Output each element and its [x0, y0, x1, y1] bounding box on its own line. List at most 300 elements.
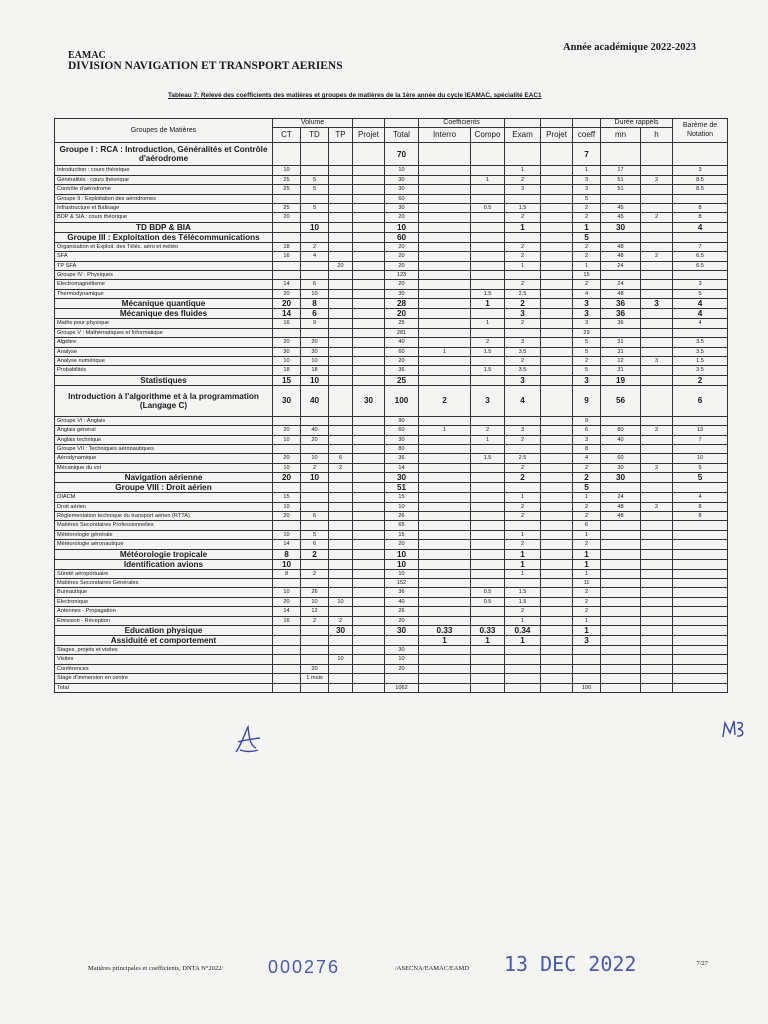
subject-name-cell: Mécanique du vol: [55, 463, 273, 472]
value-cell: 2: [573, 242, 601, 251]
value-cell: 3.5: [673, 338, 728, 347]
value-cell: 2: [641, 175, 673, 184]
value-cell: 30: [385, 175, 419, 184]
subheader-cell: mn: [601, 128, 641, 143]
value-cell: [471, 511, 505, 520]
value-cell: [541, 289, 573, 298]
subject-name-cell: Groupe II : Exploitation des aérodromes: [55, 194, 273, 203]
value-cell: 3: [573, 319, 601, 328]
subject-name-cell: Navigation aérienne: [55, 473, 273, 483]
value-cell: [353, 559, 385, 569]
value-cell: [641, 271, 673, 280]
value-cell: 51: [385, 483, 419, 493]
value-cell: 8: [301, 299, 329, 309]
value-cell: [641, 185, 673, 194]
value-cell: [673, 655, 728, 664]
value-cell: 2: [419, 385, 471, 416]
value-cell: [353, 366, 385, 375]
value-cell: 3: [505, 185, 541, 194]
value-cell: 2: [505, 511, 541, 520]
value-cell: [353, 579, 385, 588]
subject-name-cell: Droit aérien: [55, 502, 273, 511]
value-cell: 1.5: [471, 289, 505, 298]
value-cell: 10: [385, 222, 419, 232]
subject-name-cell: Stage d'immersion en centre: [55, 674, 273, 683]
value-cell: 10: [273, 435, 301, 444]
value-cell: 3: [573, 175, 601, 184]
value-cell: 25: [273, 204, 301, 213]
value-cell: 31: [601, 366, 641, 375]
value-cell: 20: [273, 213, 301, 222]
value-cell: [601, 143, 641, 166]
value-cell: 1: [573, 569, 601, 578]
value-cell: 20: [273, 511, 301, 520]
value-cell: 48: [601, 242, 641, 251]
value-cell: [419, 674, 471, 683]
value-cell: 4: [673, 319, 728, 328]
value-cell: [419, 366, 471, 375]
subject-name-cell: Probabilités: [55, 366, 273, 375]
value-cell: 3.5: [505, 347, 541, 356]
value-cell: 15: [573, 271, 601, 280]
value-cell: 26: [385, 511, 419, 520]
value-cell: [505, 521, 541, 530]
footer-reference-left: Matières principales et coefficients, DNTA N°2022/: [88, 965, 224, 972]
value-cell: [301, 626, 329, 636]
value-cell: [541, 375, 573, 385]
value-cell: 1.5: [673, 356, 728, 365]
value-cell: [273, 579, 301, 588]
value-cell: [273, 674, 301, 683]
value-cell: 1.5: [505, 204, 541, 213]
subject-name-cell: Introduction à l'algorithme et à la programmation (Langage C): [55, 385, 273, 416]
value-cell: [353, 493, 385, 502]
value-cell: 2: [505, 435, 541, 444]
value-cell: [505, 655, 541, 664]
subject-name-cell: Groupe V : Mathématiques et Informatique: [55, 328, 273, 337]
value-cell: [541, 579, 573, 588]
value-cell: [641, 242, 673, 251]
value-cell: 3: [641, 299, 673, 309]
table-row: [55, 143, 728, 166]
subheader-cell: TD: [301, 128, 329, 143]
value-cell: 14: [385, 463, 419, 472]
value-cell: 1: [505, 569, 541, 578]
value-cell: [541, 261, 573, 270]
subheader-cell: CT: [273, 128, 301, 143]
value-cell: 10: [301, 356, 329, 365]
subheader-cell: Total: [385, 128, 419, 143]
value-cell: [541, 626, 573, 636]
value-cell: [641, 473, 673, 483]
value-cell: [353, 597, 385, 606]
value-cell: 2: [641, 463, 673, 472]
value-cell: 7: [573, 143, 601, 166]
value-cell: [301, 579, 329, 588]
value-cell: [641, 511, 673, 520]
table-row: [55, 426, 728, 435]
value-cell: 1: [471, 319, 505, 328]
value-cell: [329, 309, 353, 319]
value-cell: [273, 194, 301, 203]
value-cell: 5: [301, 204, 329, 213]
value-cell: [273, 143, 301, 166]
value-cell: [419, 483, 471, 493]
value-cell: 30: [385, 185, 419, 194]
value-cell: 1: [419, 636, 471, 646]
value-cell: [471, 502, 505, 511]
footer-reference-right: /ASECNA/EAMAC/EAMD: [395, 965, 470, 972]
value-cell: 2: [301, 242, 329, 251]
table-row: [55, 483, 728, 493]
value-cell: 40: [385, 597, 419, 606]
value-cell: [329, 530, 353, 539]
value-cell: [353, 252, 385, 261]
value-cell: 1: [505, 549, 541, 559]
value-cell: [353, 271, 385, 280]
subject-name-cell: Statistiques: [55, 375, 273, 385]
table-row: [55, 385, 728, 416]
value-cell: 5: [673, 289, 728, 298]
value-cell: 10: [273, 463, 301, 472]
value-cell: [541, 204, 573, 213]
subject-name-cell: Météorologie aéronautique: [55, 540, 273, 549]
value-cell: 10: [301, 289, 329, 298]
value-cell: [329, 366, 353, 375]
value-cell: [471, 683, 505, 692]
value-cell: [505, 416, 541, 425]
value-cell: [641, 347, 673, 356]
value-cell: [419, 435, 471, 444]
value-cell: [471, 143, 505, 166]
value-cell: 30: [385, 289, 419, 298]
value-cell: 7: [673, 242, 728, 251]
value-cell: [541, 521, 573, 530]
value-cell: 40: [385, 338, 419, 347]
table-row: [55, 646, 728, 655]
value-cell: [541, 664, 573, 673]
value-cell: 51: [601, 185, 641, 194]
table-row: [55, 366, 728, 375]
subject-name-cell: Maths pour physique: [55, 319, 273, 328]
table-row: [55, 473, 728, 483]
subject-name-cell: Organisation et Exploit. des Téléc. aéro et météo: [55, 242, 273, 251]
subject-name-cell: Groupe I : RCA : Introduction, Généralités et Contrôle d'aérodrome: [55, 143, 273, 166]
value-cell: [419, 356, 471, 365]
value-cell: 1: [505, 530, 541, 539]
value-cell: [353, 375, 385, 385]
value-cell: 30: [385, 626, 419, 636]
value-cell: 20: [273, 473, 301, 483]
table-row: [55, 435, 728, 444]
value-cell: 18: [301, 366, 329, 375]
value-cell: 60: [385, 232, 419, 242]
value-cell: [329, 242, 353, 251]
value-cell: 16: [273, 319, 301, 328]
value-cell: 3: [641, 356, 673, 365]
value-cell: 7: [673, 435, 728, 444]
value-cell: [353, 683, 385, 692]
value-cell: [419, 319, 471, 328]
subject-name-cell: Météorologie générale: [55, 530, 273, 539]
table-row: [55, 375, 728, 385]
table-row: [55, 222, 728, 232]
value-cell: 1: [471, 636, 505, 646]
value-cell: 30: [385, 204, 419, 213]
value-cell: 18: [273, 366, 301, 375]
value-cell: [273, 655, 301, 664]
value-cell: 5: [573, 194, 601, 203]
value-cell: [541, 309, 573, 319]
value-cell: 20: [385, 261, 419, 270]
value-cell: [673, 549, 728, 559]
value-cell: [505, 674, 541, 683]
value-cell: [541, 194, 573, 203]
value-cell: [353, 213, 385, 222]
value-cell: [353, 143, 385, 166]
value-cell: 10: [301, 454, 329, 463]
value-cell: [641, 579, 673, 588]
value-cell: 3: [505, 426, 541, 435]
value-cell: [273, 683, 301, 692]
value-cell: [601, 616, 641, 625]
value-cell: 10: [273, 530, 301, 539]
value-cell: [419, 463, 471, 472]
value-cell: 10: [385, 549, 419, 559]
value-cell: [673, 194, 728, 203]
value-cell: [353, 166, 385, 175]
value-cell: 30: [301, 347, 329, 356]
value-cell: [601, 597, 641, 606]
value-cell: [673, 559, 728, 569]
value-cell: [329, 385, 353, 416]
value-cell: 30: [601, 463, 641, 472]
value-cell: 16: [273, 616, 301, 625]
value-cell: [673, 616, 728, 625]
value-cell: [419, 683, 471, 692]
value-cell: [641, 309, 673, 319]
value-cell: [601, 521, 641, 530]
value-cell: 3: [673, 280, 728, 289]
value-cell: 6: [573, 521, 601, 530]
value-cell: [353, 607, 385, 616]
value-cell: 30: [353, 385, 385, 416]
value-cell: [353, 483, 385, 493]
value-cell: 1: [505, 222, 541, 232]
value-cell: [329, 271, 353, 280]
value-cell: [471, 646, 505, 655]
value-cell: [541, 483, 573, 493]
value-cell: 28: [385, 299, 419, 309]
value-cell: [641, 319, 673, 328]
value-cell: [419, 242, 471, 251]
value-cell: 20: [273, 289, 301, 298]
value-cell: 16: [273, 252, 301, 261]
value-cell: [329, 194, 353, 203]
value-cell: 3: [471, 385, 505, 416]
value-cell: 4: [673, 493, 728, 502]
value-cell: [573, 655, 601, 664]
value-cell: [385, 636, 419, 646]
value-cell: 80: [601, 426, 641, 435]
value-cell: 25: [273, 175, 301, 184]
value-cell: 3.5: [673, 347, 728, 356]
value-cell: [329, 185, 353, 194]
value-cell: [541, 347, 573, 356]
value-cell: [419, 454, 471, 463]
value-cell: 3: [673, 166, 728, 175]
value-cell: [471, 444, 505, 453]
header-duree: Durée rappels: [601, 119, 673, 128]
value-cell: 4: [505, 385, 541, 416]
subject-name-cell: Matières Secondaires Professionnelles: [55, 521, 273, 530]
value-cell: 40: [601, 435, 641, 444]
value-cell: 2: [505, 252, 541, 261]
value-cell: [471, 166, 505, 175]
value-cell: [641, 636, 673, 646]
value-cell: [353, 416, 385, 425]
value-cell: [601, 540, 641, 549]
value-cell: 1.5: [471, 454, 505, 463]
value-cell: 1: [505, 559, 541, 569]
value-cell: [329, 252, 353, 261]
value-cell: 10: [301, 375, 329, 385]
value-cell: 6: [301, 280, 329, 289]
value-cell: [641, 530, 673, 539]
value-cell: [353, 646, 385, 655]
value-cell: 6: [573, 426, 601, 435]
subject-name-cell: Algèbre: [55, 338, 273, 347]
value-cell: 1: [505, 166, 541, 175]
value-cell: [471, 655, 505, 664]
value-cell: [329, 175, 353, 184]
value-cell: 2: [505, 473, 541, 483]
value-cell: [673, 143, 728, 166]
value-cell: 8: [673, 213, 728, 222]
table-row: [55, 261, 728, 270]
value-cell: [329, 664, 353, 673]
value-cell: [353, 280, 385, 289]
value-cell: 10: [301, 222, 329, 232]
value-cell: [601, 655, 641, 664]
subject-name-cell: Groupe VI : Anglais: [55, 416, 273, 425]
value-cell: [419, 579, 471, 588]
value-cell: [641, 454, 673, 463]
value-cell: 15: [385, 530, 419, 539]
value-cell: [505, 483, 541, 493]
value-cell: [329, 549, 353, 559]
value-cell: [673, 588, 728, 597]
value-cell: [419, 222, 471, 232]
value-cell: [301, 166, 329, 175]
table-row: [55, 530, 728, 539]
value-cell: [273, 636, 301, 646]
value-cell: [419, 252, 471, 261]
value-cell: [641, 338, 673, 347]
value-cell: 26: [301, 588, 329, 597]
subject-name-cell: Contrôle d'aérodrome: [55, 185, 273, 194]
value-cell: [505, 579, 541, 588]
value-cell: 1: [573, 222, 601, 232]
subject-name-cell: Introduction : cours théorique: [55, 166, 273, 175]
value-cell: [641, 385, 673, 416]
value-cell: 281: [385, 328, 419, 337]
value-cell: 1: [471, 435, 505, 444]
value-cell: 20: [385, 356, 419, 365]
value-cell: [419, 521, 471, 530]
value-cell: [329, 232, 353, 242]
value-cell: [505, 444, 541, 453]
table-row: [55, 347, 728, 356]
value-cell: [471, 280, 505, 289]
value-cell: [471, 493, 505, 502]
subject-name-cell: Groupe III : Exploitation des Télécommunications: [55, 232, 273, 242]
value-cell: 56: [601, 385, 641, 416]
value-cell: [353, 674, 385, 683]
value-cell: 6: [301, 511, 329, 520]
value-cell: [641, 569, 673, 578]
value-cell: 25: [273, 185, 301, 194]
value-cell: [301, 213, 329, 222]
value-cell: [301, 416, 329, 425]
value-cell: [419, 271, 471, 280]
subject-name-cell: TD BDP & BIA: [55, 222, 273, 232]
value-cell: [329, 511, 353, 520]
value-cell: [505, 664, 541, 673]
value-cell: [329, 473, 353, 483]
value-cell: [471, 213, 505, 222]
value-cell: 2: [573, 607, 601, 616]
subheader-cell: h: [641, 128, 673, 143]
table-row: [55, 299, 728, 309]
value-cell: [541, 597, 573, 606]
value-cell: [541, 493, 573, 502]
value-cell: 2: [573, 540, 601, 549]
value-cell: [329, 143, 353, 166]
value-cell: [301, 328, 329, 337]
value-cell: [541, 319, 573, 328]
value-cell: [541, 454, 573, 463]
value-cell: 5: [573, 232, 601, 242]
value-cell: 1: [505, 636, 541, 646]
subject-name-cell: Météorologie tropicale: [55, 549, 273, 559]
subject-name-cell: Matières Secondaires Générales: [55, 579, 273, 588]
value-cell: [329, 646, 353, 655]
value-cell: 20: [385, 280, 419, 289]
value-cell: [301, 232, 329, 242]
value-cell: 30: [329, 626, 353, 636]
value-cell: 2.5: [505, 289, 541, 298]
value-cell: [541, 559, 573, 569]
subject-name-cell: Electronique: [55, 597, 273, 606]
value-cell: 10: [301, 473, 329, 483]
value-cell: [601, 636, 641, 646]
value-cell: [641, 232, 673, 242]
value-cell: 1: [505, 261, 541, 270]
value-cell: [329, 299, 353, 309]
value-cell: [505, 143, 541, 166]
value-cell: 1: [573, 616, 601, 625]
value-cell: [273, 222, 301, 232]
subject-name-cell: Généralités : cours théorique: [55, 175, 273, 184]
table-caption: Tableau 7: Relevé des coefficients des matières et groupes de matières de la 1ère année du cycle IEAMAC, spécialité EAC1: [168, 92, 542, 99]
value-cell: 2: [641, 426, 673, 435]
value-cell: 6: [673, 385, 728, 416]
table-row: [55, 309, 728, 319]
value-cell: 30: [601, 222, 641, 232]
value-cell: [471, 559, 505, 569]
value-cell: 2: [573, 588, 601, 597]
